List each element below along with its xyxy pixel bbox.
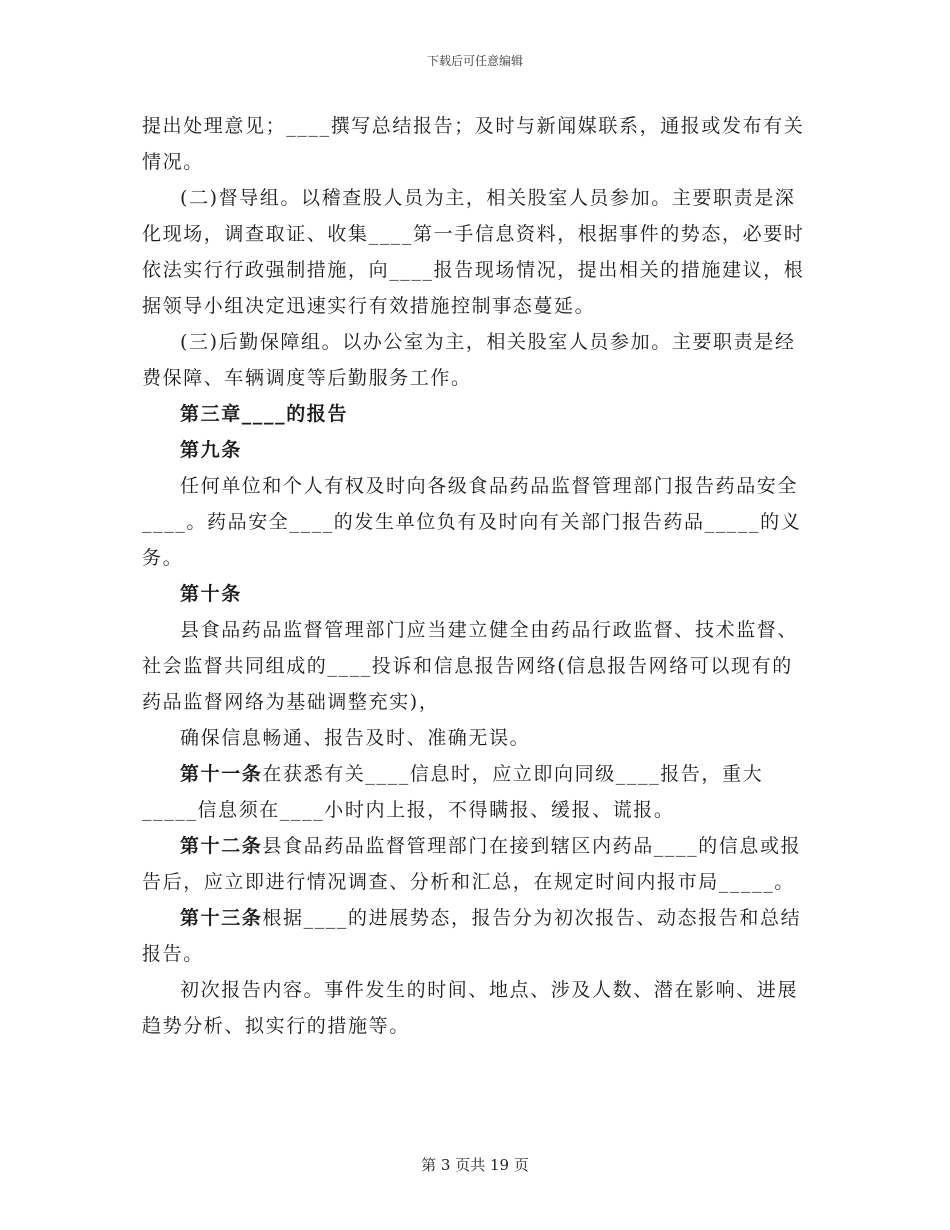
paragraph-initial-report: 初次报告内容。事件发生的时间、地点、涉及人数、潜在影响、进展趋势分析、拟实行的措施等。 — [142, 979, 799, 1037]
page-header: 下载后可任意编辑 — [426, 54, 523, 68]
article-heading-10: 第十条 — [180, 583, 242, 605]
document-body — [142, 108, 810, 1044]
paragraph-article-13 — [142, 900, 810, 972]
paragraph-supervision-group: (二)督导组。以稽查股人员为主，相关股室人员参加。主要职责是深化现场，调查取证、收集____第一手信息资料，根据事件的势态，必要时依法实行行政强制措施，向____报告现场情况，提出相关的措施建议，根据领导小组决定迅速实行有效措施控制事态蔓延。 — [142, 187, 805, 317]
paragraph-continued: 提出处理意见；____撰写总结报告；及时与新闻媒联系，通报或发布有关情况。 — [142, 115, 805, 173]
article-text-11: 在获悉有关____信息时，应立即向同级____报告，重大_____信息须在____小时内上报，不得瞒报、缓报、谎报。 — [142, 763, 764, 821]
article-text-13: 根据____的进展势态，报告分为初次报告、动态报告和总结报告。 — [142, 907, 802, 965]
article-text-12: 县食品药品监督管理部门在接到辖区内药品____的信息或报告后，应立即进行情况调查、分析和汇总，在规定时间内报市局_____。 — [142, 835, 802, 893]
article-lead-13: 第十三条 — [180, 907, 263, 929]
article-lead-12: 第十二条 — [180, 835, 263, 857]
article-lead-11: 第十一条 — [180, 763, 263, 785]
paragraph-article-11 — [142, 756, 810, 828]
chapter-heading: 第三章____的报告 — [180, 403, 349, 425]
paragraph-article-9: 任何单位和个人有权及时向各级食品药品监督管理部门报告药品安全____。药品安全____的发生单位负有及时向有关部门报告药品_____的义务。 — [142, 475, 802, 569]
paragraph-article-12 — [142, 828, 810, 900]
paragraph-logistics-group: (三)后勤保障组。以办公室为主，相关股室人员参加。主要职责是经费保障、车辆调度等后勤服务工作。 — [142, 331, 796, 389]
page-footer: 第 3 页共 19 页 — [421, 1156, 529, 1174]
paragraph-article-10: 县食品药品监督管理部门应当建立健全由药品行政监督、技术监督、社会监督共同组成的____投诉和信息报告网络(信息报告网络可以现有的药品监督网络为基础调整充实)， — [142, 619, 799, 713]
article-heading-9: 第九条 — [180, 439, 242, 461]
paragraph-article-10-cont: 确保信息畅通、报告及时、准确无误。 — [180, 727, 531, 749]
